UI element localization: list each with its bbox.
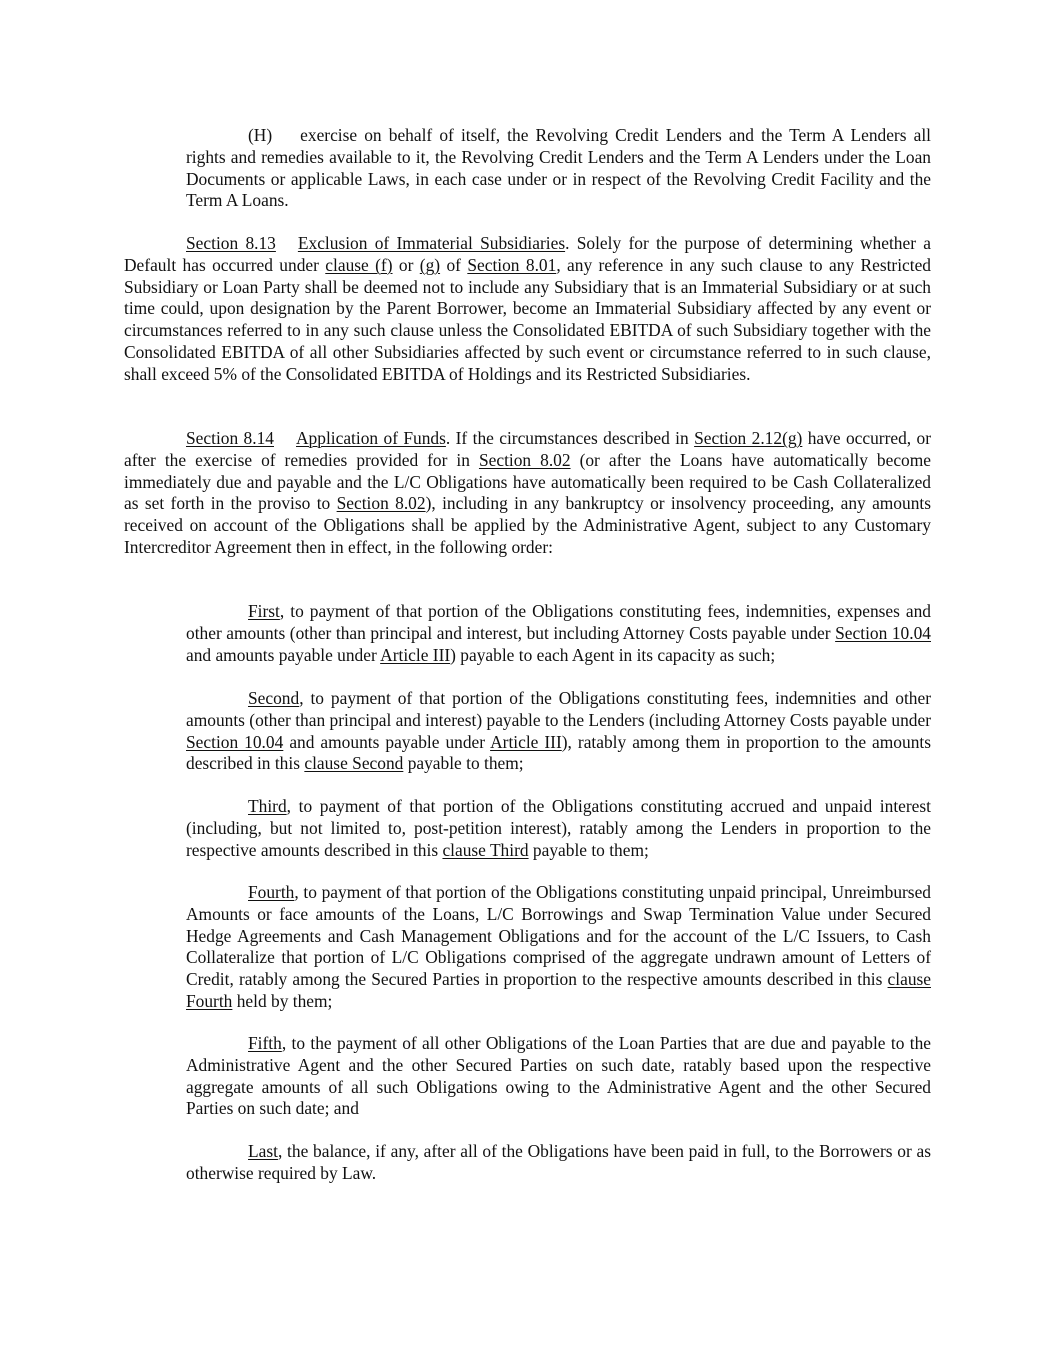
- paragraph-h: [186, 125, 931, 212]
- section-8-13-text: or: [392, 254, 420, 275]
- clause-second-label: Second: [248, 688, 300, 708]
- section-8-02-reference: Section 8.02: [336, 493, 426, 514]
- clause-third-reference: clause Third: [442, 839, 529, 860]
- clause-g-reference: (g): [419, 254, 441, 275]
- clause-third: [186, 796, 931, 861]
- section-8-13-title: Exclusion of Immaterial Subsidiaries: [297, 233, 566, 253]
- clause-last: [186, 1141, 931, 1185]
- section-8-14-text: have occurred, or after the exercise of remedies provided for in: [124, 428, 931, 470]
- clause-first-text: and amounts payable under: [186, 644, 381, 665]
- section-8-14-text: . If the circumstances described in: [445, 428, 695, 448]
- section-10-04-reference: Section 10.04: [186, 731, 284, 752]
- clause-first-label: First: [248, 601, 280, 621]
- section-8-13-text: . Solely for the purpose of determining whether a Default has occurred under: [124, 233, 931, 275]
- clause-f-reference: clause (f): [325, 254, 393, 275]
- section-8-14-text: (or after the Loans have automatically become immediately due and payable and the L/C Obligations have automatically been required to be Cash Collateralized as set forth in the proviso to: [124, 449, 932, 514]
- clause-fourth: [186, 882, 931, 1013]
- section-8-14-title: Application of Funds: [296, 428, 446, 448]
- clause-first-text: , to payment of that portion of the Obligations constituting fees, indemnities, expenses and other amounts (other than principal and interest, but including Attorney Costs payable under: [186, 601, 931, 643]
- clause-first-text: ) payable to each Agent in its capacity as such;: [450, 644, 776, 665]
- section-8-13-text: of: [440, 254, 468, 275]
- clause-fifth-text: , to the payment of all other Obligations of the Loan Parties that are due and payable to the Administrative Agent and the other Secured Parties on such date, ratably based upon the respective aggregate amounts of all such Obligations owing to the Administrative Agent and the other Secured Parties on such date; and: [186, 1033, 931, 1119]
- article-iii-reference: Article III: [380, 644, 451, 665]
- clause-second-reference: clause Second: [304, 753, 404, 774]
- clause-second-text: and amounts payable under: [283, 731, 491, 752]
- section-8-13-text: , any reference in any such clause to any Restricted Subsidiary or Loan Party shall be deemed not to include any Subsidiary that is an Immaterial Subsidiary or at such time could, upon designation by the Parent Borrower, become an Immaterial Subsidiary affected by any event or circumstances referred to in any such clause unless the Consolidated EBITDA of such Subsidiary together with the Consolidated EBITDA of all other Subsidiaries affected by such event or circumstance referred to in such clause, shall exceed 5% of the Consolidated EBITDA of Holdings and its Restricted Subsidiaries.: [124, 254, 932, 384]
- section-8-13: [124, 233, 931, 386]
- paragraph-h-label: (H): [248, 125, 273, 145]
- section-8-14-number: Section 8.14: [186, 428, 274, 448]
- section-8-01-reference: Section 8.01: [467, 254, 557, 275]
- clause-fourth-text: held by them;: [232, 990, 333, 1011]
- clause-second: [186, 688, 931, 775]
- section-8-13-number: Section 8.13: [186, 233, 276, 253]
- clause-third-label: Third: [248, 796, 287, 816]
- clause-second-text: payable to them;: [403, 753, 524, 774]
- clause-fourth-label: Fourth: [248, 882, 295, 902]
- clause-fifth-label: Fifth: [248, 1033, 282, 1053]
- clause-third-text: , to payment of that portion of the Obligations constituting accrued and unpaid interest (including, but not limited to, post-petition interest), ratably among the Lenders in proportion to the respective amounts described in this: [186, 796, 931, 860]
- clause-last-text: , the balance, if any, after all of the Obligations have been paid in full, to the Borrowers or as otherwise required by Law.: [186, 1141, 931, 1183]
- section-8-14-text: ), including in any bankruptcy or insolvency proceeding, any amounts received on account of the Obligations shall be applied by the Administrative Agent, subject to any Customary Intercreditor Agreement then in effect, in the following order:: [124, 493, 931, 557]
- section-8-14: [124, 428, 931, 559]
- section-8-02-reference: Section 8.02: [478, 449, 571, 470]
- clause-fourth-text: , to payment of that portion of the Obligations constituting unpaid principal, Unreimbursed Amounts or face amounts of the Loans, L/C Borrowings and Swap Termination Value under Secured Hedge Agreements and Cash Management Obligations and for the account of the L/C Issuers, to Cash Collateralize that portion of L/C Obligations comprised of the aggregate undrawn amount of Letters of Credit, ratably among the Secured Parties in proportion to the respective amounts described in this: [186, 882, 931, 990]
- clause-fifth: [186, 1033, 931, 1120]
- clause-first: [186, 601, 931, 666]
- clause-second-text: , to payment of that portion of the Obligations constituting fees, indemnities and other amounts (other than principal and interest) payable to the Lenders (including Attorney Costs payable under: [186, 688, 931, 730]
- article-iii-reference: Article III: [490, 731, 562, 752]
- clause-third-text: payable to them;: [528, 839, 649, 860]
- clause-fourth-reference: clause Fourth: [186, 969, 931, 1011]
- clause-last-label: Last: [248, 1141, 278, 1161]
- section-10-04-reference: Section 10.04: [835, 622, 931, 643]
- paragraph-h-text: exercise on behalf of itself, the Revolving Credit Lenders and the Term A Lenders all rights and remedies available to it, the Revolving Credit Lenders and the Term A Lenders under the Loan Documents or applicable Laws, in each case under or in respect of the Revolving Credit Facility and the Term A Loans.: [186, 125, 931, 211]
- clause-second-text: ), ratably among them in proportion to the amounts described in this: [186, 731, 931, 774]
- section-2-12g-reference: Section 2.12(g): [694, 428, 803, 448]
